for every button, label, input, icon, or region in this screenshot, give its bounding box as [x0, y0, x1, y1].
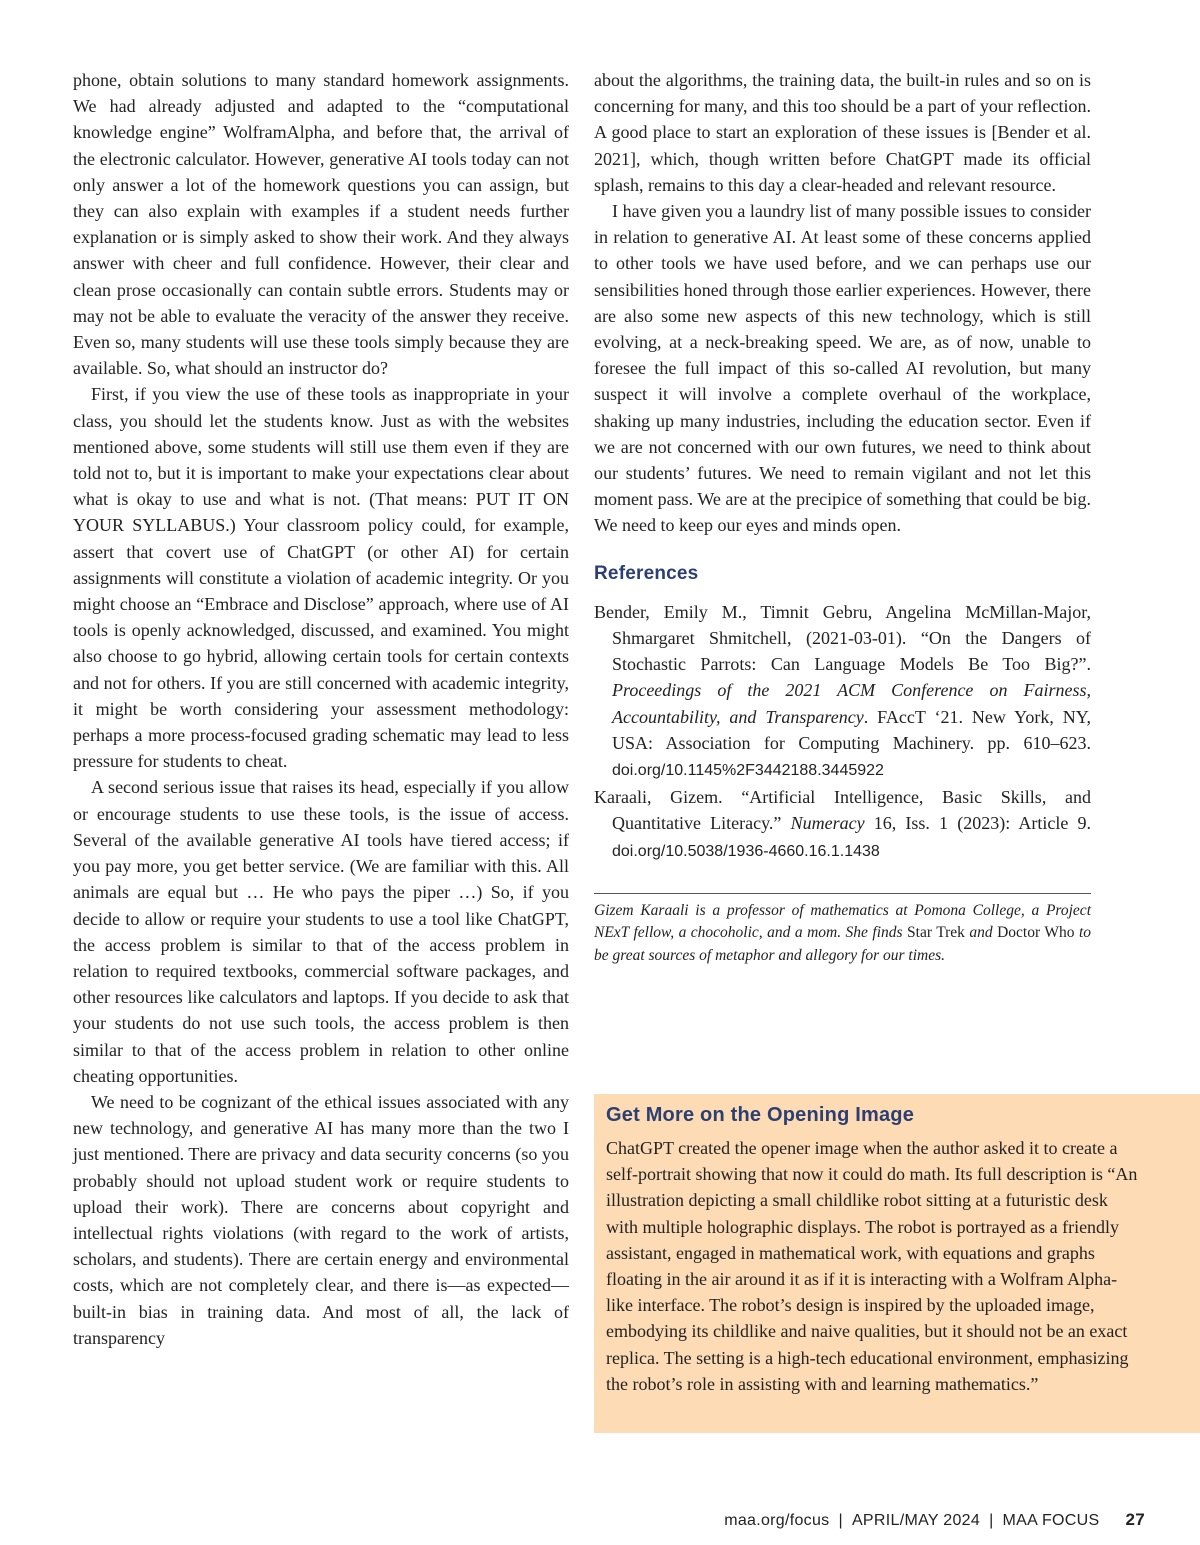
opening-image-sidebar: [594, 1094, 1200, 1433]
author-bio-text: Gizem Karaali is a professor of mathematics at Pomona College, a Project NExT fellow, a chocoholic, and a mom. She finds: [594, 901, 1091, 942]
reference-text: 16, Iss. 1 (2023): Article 9.: [864, 813, 1091, 834]
bio-divider: [594, 893, 1091, 894]
reference-text: . FAccT ‘21. New York, NY, USA: Association for Computing Machinery. pp. 610–623.: [612, 706, 1091, 753]
body-paragraph: We need to be cognizant of the ethical issues associated with any new technology, and generative AI has many more than the two I just mentioned. There are privacy and data security concerns (so you probably should not upload student work or require students to upload their work). There are concerns about copyright and intellectual rights violations (with regard to the work of artists, scholars, and students). There are certain energy and environmental costs, which are not completely clear, and there is—as expected—built-in bias in training data. And most of all, the lack of transparency: [73, 1091, 569, 1348]
footer-separator: |: [838, 1512, 843, 1529]
reference-entry: [594, 599, 1091, 784]
reference-entry: [594, 784, 1091, 865]
sidebar-text: ChatGPT created the opener image when the author asked it to create a self-portrait showing that now it could do math. Its full description is “An illustration depicting a small childlike robot sitting at a futuristic desk with multiple holographic displays. The robot is portrayed as a friendly assistant, engaged in mathematical work, with equations and graphs floating in the air around it as if it is interacting with a Wolfram Alpha-like interface. The robot’s design is inspired by the uploaded image, embodying its childlike and naive qualities, but it should not be an exact replica. The setting is a high-tech educational environment, emphasizing the robot’s role in assisting with and learning mathematics.”: [606, 1138, 1138, 1394]
reference-journal: Numeracy: [790, 813, 865, 834]
reference-journal: Proceedings of the 2021 ACM Conference on Fairness, Accountability, and Transparency: [612, 680, 1091, 727]
author-bio-text: to be great sources of metaphor and allegory for our times.: [594, 924, 1091, 964]
body-paragraph: First, if you view the use of these tools as inappropriate in your class, you should let the students know. Just as with the websites mentioned above, some students will still use them even if they are told not to, but it is important to make your expectations clear about what is okay to use and what is not. (That means: PUT IT ON YOUR SYLLABUS.) Your classroom policy could, for example, assert that covert use of ChatGPT (or other AI) for certain assignments will constitute a violation of academic integrity. Or you might choose an “Embrace and Disclose” approach, where use of AI tools is openly acknowledged, discussed, and examined. You might also choose to go hybrid, allowing certain tools for certain contexts and not for others. If you are still concerned with academic integrity, it might be worth considering your assessment methodology: perhaps a more process-focused grading schematic may lead to less pressure for students to cheat.: [73, 384, 569, 772]
right-column: [594, 67, 1091, 967]
left-column: [73, 67, 569, 1351]
footer-separator: |: [989, 1512, 994, 1529]
reference-doi-link[interactable]: doi.org/10.1145%2F3442188.3445922: [612, 762, 884, 780]
reference-text: Bender, Emily M., Timnit Gebru, Angelina McMillan-Major, Shmargaret Shmitchell, (2021-03-01). “On the Dangers of Stochastic Parrots: Can Language Models Be Too Big?”.: [594, 601, 1091, 675]
body-paragraph: A second serious issue that raises its head, especially if you allow or encourage students to use these tools, is the issue of access. Several of the available generative AI tools have tiered access; if you pay more, you get better service. (We are familiar with this. All animals are equal but … He who pays the piper …) So, if you decide to allow or require your students to use a tool like ChatGPT, the access problem is similar to that of the access problem in relation to required textbooks, commercial software packages, and other resources like calculators and laptops. If you decide to ask that your students do not use such tools, the access problem is then similar to that of the access problem in relation to other online cheating opportunities.: [73, 777, 569, 1086]
author-bio-text: and: [964, 924, 998, 942]
footer-issue: APRIL/MAY 2024: [851, 1512, 981, 1529]
author-bio: [594, 900, 1091, 968]
body-paragraph: I have given you a laundry list of many possible issues to consider in relation to generative AI. At least some of these concerns applied to other tools we have used before, and we can perhaps use our sensibilities honed through those earlier experiences. However, there are also some new aspects of this new technology, which is still evolving, at a neck-breaking speed. We are, as of now, unable to foresee the full impact of this so-called AI revolution, but many suspect it will involve a complete overhaul of the workplace, shaking up many industries, including the education sector. Even if we are not concerned with our own futures, we need to think about our students’ futures. We need to remain vigilant and not let this moment pass. We are at the precipice of something that could be big. We need to keep our eyes and minds open.: [594, 201, 1091, 536]
reference-doi-link[interactable]: doi.org/10.5038/1936-4660.16.1.1438: [612, 842, 880, 860]
page-number: 27: [1125, 1510, 1145, 1529]
page-footer: [640, 1510, 1145, 1530]
reference-text: Karaali, Gizem. “Artificial Intelligence, Basic Skills, and Quantitative Literacy.”: [594, 787, 1091, 834]
author-bio-show: Doctor Who: [997, 924, 1075, 942]
sidebar-title: Get More on the Opening Image: [606, 1104, 915, 1126]
references-heading: References: [594, 562, 699, 584]
body-paragraph: phone, obtain solutions to many standard homework assignments. We had already adjusted and adapted to the “computational knowledge engine” WolframAlpha, and before that, the arrival of the electronic calculator. However, generative AI tools today can not only answer a lot of the homework questions you can assign, but they can also explain with examples if a student needs further explanation or is simply asked to show their work. And they always answer with cheer and full confidence. However, their clear and clean prose occasionally can contain subtle errors. Students may or may not be able to evaluate the veracity of the answer they receive. Even so, many students will use these tools simply because they are available. So, what should an instructor do?: [73, 70, 569, 379]
body-paragraph: about the algorithms, the training data, the built-in rules and so on is concerning for many, and this too should be a part of your reflection. A good place to start an exploration of these issues is [Bender et al. 2021], which, though written before ChatGPT made its official splash, remains to this day a clear-headed and relevant resource.: [594, 70, 1091, 195]
author-bio-show: Star Trek: [907, 924, 965, 942]
footer-site-link[interactable]: maa.org/focus: [724, 1512, 830, 1529]
footer-magazine: MAA FOCUS: [1002, 1512, 1100, 1529]
